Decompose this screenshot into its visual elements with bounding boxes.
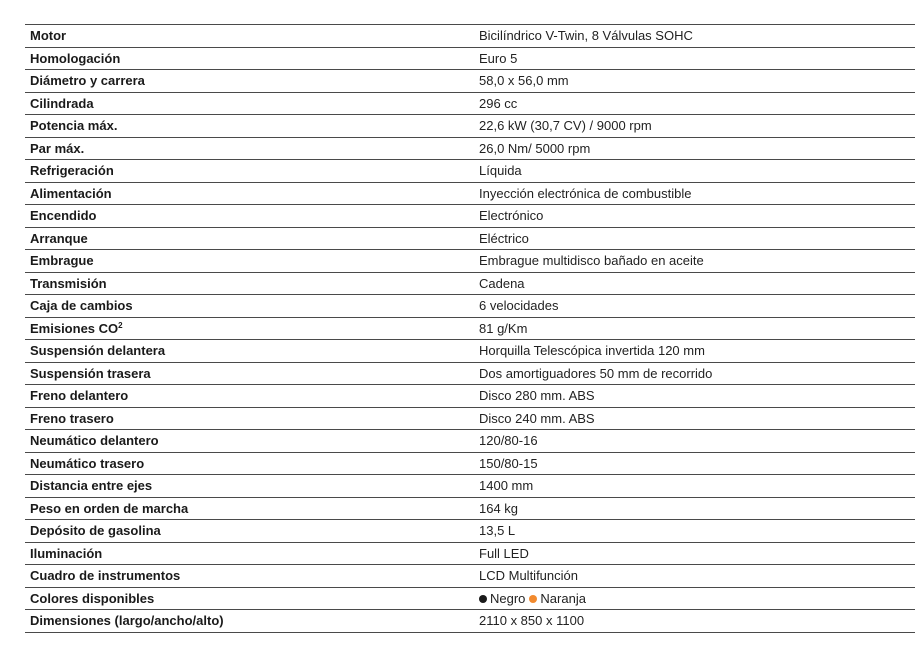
spec-row: [25, 25, 915, 48]
spec-row: [25, 115, 915, 138]
spec-label: Alimentación: [30, 185, 112, 201]
spec-value: Electrónico: [479, 208, 544, 224]
spec-value: Bicilíndrico V-Twin, 8 Válvulas SOHC: [479, 28, 693, 44]
spec-row: [25, 408, 915, 431]
spec-label: Encendido: [30, 208, 97, 224]
spec-value: Disco 280 mm. ABS: [479, 388, 595, 404]
spec-value: 58,0 x 56,0 mm: [479, 73, 569, 89]
spec-row: [25, 250, 915, 273]
spec-row: [25, 430, 915, 453]
spec-value: 13,5 L: [479, 523, 516, 539]
spec-label: Distancia entre ejes: [30, 478, 153, 494]
color-options: [478, 591, 915, 606]
spec-label-emisiones: [25, 321, 478, 336]
spec-value: Full LED: [479, 545, 529, 561]
spec-row: [25, 385, 915, 408]
spec-row: [25, 453, 915, 476]
spec-label: Embrague: [30, 253, 94, 269]
spec-row: [25, 565, 915, 588]
spec-label: Par máx.: [30, 140, 85, 156]
spec-value: 150/80-15: [479, 455, 538, 471]
spec-label: Suspensión trasera: [30, 365, 151, 381]
color-swatch-naranja: [529, 595, 537, 603]
spec-label: Suspensión delantera: [30, 343, 166, 359]
color-name: Naranja: [540, 590, 586, 606]
spec-label: Cuadro de instrumentos: [30, 568, 181, 584]
spec-label: Depósito de gasolina: [30, 523, 161, 539]
spec-label: Arranque: [30, 230, 88, 246]
spec-value: Embrague multidisco bañado en aceite: [479, 253, 704, 269]
spec-label: Dimensiones (largo/ancho/alto): [30, 613, 224, 629]
spec-row: [25, 475, 915, 498]
spec-row: [25, 93, 915, 116]
spec-label: Potencia máx.: [30, 118, 118, 134]
spec-row: [25, 228, 915, 251]
spec-label: Caja de cambios: [30, 298, 133, 314]
spec-row: [25, 183, 915, 206]
spec-label: Freno trasero: [30, 410, 114, 426]
spec-label: Neumático delantero: [30, 433, 159, 449]
spec-label: Peso en orden de marcha: [30, 500, 189, 516]
spec-row: [25, 48, 915, 71]
spec-row: [25, 543, 915, 566]
spec-value: 296 cc: [479, 95, 518, 111]
spec-value: Líquida: [479, 163, 522, 179]
spec-value: 164 kg: [479, 500, 519, 516]
spec-value: Disco 240 mm. ABS: [479, 410, 595, 426]
spec-row: [25, 318, 915, 341]
spec-label: Refrigeración: [30, 163, 114, 179]
spec-value: 26,0 Nm/ 5000 rpm: [479, 140, 591, 156]
spec-label: Neumático trasero: [30, 455, 145, 471]
spec-value: 6 velocidades: [479, 298, 559, 314]
spec-value: Horquilla Telescópica invertida 120 mm: [479, 343, 705, 359]
spec-row: [25, 160, 915, 183]
spec-row: [25, 588, 915, 611]
spec-row: [25, 363, 915, 386]
spec-row: [25, 138, 915, 161]
spec-row: [25, 498, 915, 521]
spec-row: [25, 70, 915, 93]
spec-value: 1400 mm: [479, 478, 534, 494]
spec-label: Motor: [30, 28, 67, 44]
spec-value: Dos amortiguadores 50 mm de recorrido: [479, 365, 713, 381]
spec-value: 22,6 kW (30,7 CV) / 9000 rpm: [479, 118, 652, 134]
spec-label: Colores disponibles: [30, 590, 155, 606]
spec-label: Freno delantero: [30, 388, 129, 404]
spec-value: Euro 5: [479, 50, 518, 66]
spec-label: Transmisión: [30, 275, 107, 291]
spec-row: [25, 273, 915, 296]
spec-value: 120/80-16: [479, 433, 538, 449]
spec-value: 81 g/Km: [479, 320, 528, 336]
spec-row: [25, 610, 915, 633]
color-name: Negro: [490, 590, 526, 606]
spec-table: [25, 24, 915, 633]
spec-row: [25, 340, 915, 363]
spec-label: Iluminación: [30, 545, 103, 561]
spec-label: Diámetro y carrera: [30, 73, 145, 89]
spec-label-text: Emisiones CO: [30, 320, 119, 336]
spec-label: Cilindrada: [30, 95, 94, 111]
spec-value: LCD Multifunción: [479, 568, 578, 584]
spec-row: [25, 205, 915, 228]
spec-value: Eléctrico: [479, 230, 529, 246]
spec-value: Cadena: [479, 275, 525, 291]
spec-value: 2110 x 850 x 1100: [479, 613, 585, 629]
spec-label-superscript: 2: [118, 320, 123, 330]
spec-value: Inyección electrónica de combustible: [479, 185, 692, 201]
spec-label: Homologación: [30, 50, 121, 66]
spec-row: [25, 520, 915, 543]
spec-row: [25, 295, 915, 318]
color-swatch-negro: [479, 595, 487, 603]
